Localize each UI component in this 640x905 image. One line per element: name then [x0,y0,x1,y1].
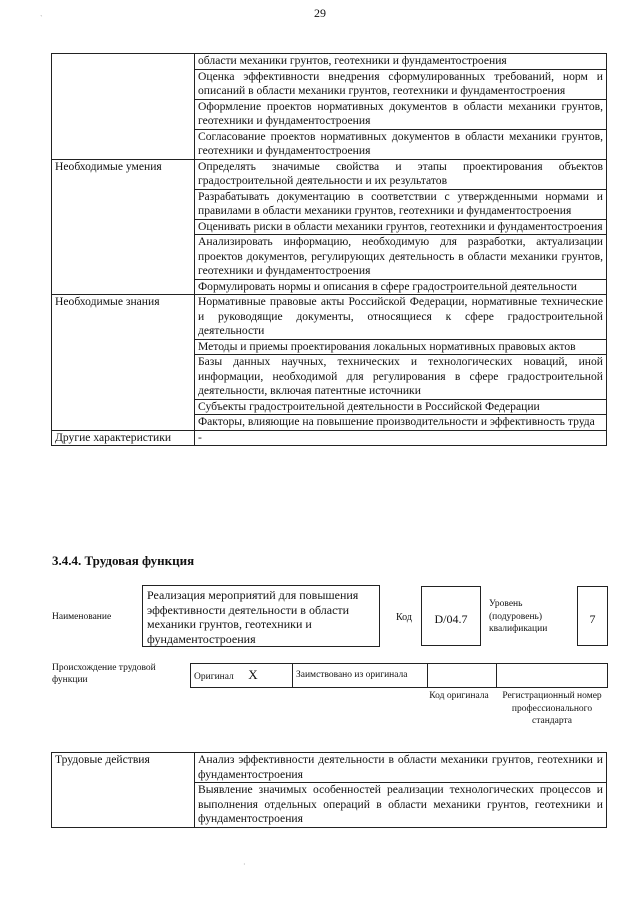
table-row [52,295,607,340]
table-row [52,430,607,446]
table-cell: Определять значимые свойства и этапы проектирования объектов градостроительной деятельности и их результатов [195,159,607,189]
table-cell: Оценка эффективности внедрения сформулированных требований, норм и описаний в области механики грунтов, геотехники и фундаментостроения [195,69,607,99]
table-cell: Выявление значимых особенностей реализации технологических процессов и выполнения отдельных операций в области механики грунтов, геотехники и фундаментостроения [195,783,607,828]
table-cell: - [195,430,607,446]
kod-orig-label: Код оригинала [429,691,489,701]
table-cell: Анализировать информацию, необходимую для разработки, актуализации проектов документов, регулирующих деятельность в области механики грунтов, геотехники и фундаментостроения [195,235,607,280]
origin-table [190,663,608,688]
table-cell: Методы и приемы проектирования локальных нормативных правовых актов [195,339,607,355]
kod-value: D/04.7 [421,586,481,646]
table-cell: Формулировать нормы и описания в сфере градостроительной деятельности [195,279,607,295]
table-cell: Нормативные правовые акты Российской Федерации, нормативные технические и руководящие документы, относящиеся к сфере градостроительной деятельности [195,295,607,340]
level-label: Уровень (подуровень) квалификации [489,599,548,634]
table-cell: Разрабатывать документацию в соответствии с утвержденными нормами и правилами в области механики грунтов, геотехники и фундаментостроения [195,189,607,219]
origin-label: Происхождение трудовой функции [52,663,156,685]
borrowed-cell: Заимствовано из оригинала [293,664,428,688]
table-cell: Оценивать риски в области механики грунтов, геотехники и фундаментостроения [195,219,607,235]
table-row [52,753,607,783]
requirements-table [51,53,607,446]
kod-orig-cell [428,664,497,688]
actions-table [51,752,607,828]
table-cell: области механики грунтов, геотехники и фундаментостроения [195,54,607,70]
naim-value: Реализация мероприятий для повышения эффективности деятельности в области механики грунтов, геотехники и фундаментостроения [142,585,380,647]
kod-label: Код [396,612,412,623]
original-label: Оригинал [194,671,234,682]
original-mark: X [248,666,258,682]
row-header: Необходимые знания [52,295,195,431]
table-row [52,159,607,189]
reg-label: Регистрационный номер профессионального стандарта [502,691,602,726]
row-header: Другие характеристики [52,430,195,446]
reg-cell [497,664,608,688]
section-title: 3.4.4. Трудовая функция [52,553,195,568]
table-cell: Факторы, влияющие на повышение производительности и эффективность труда [195,415,607,431]
original-cell [191,664,293,688]
table-row [52,54,607,70]
row-header: Трудовые действия [52,753,195,828]
table-cell: Субъекты градостроительной деятельности в Российской Федерации [195,399,607,415]
naim-label: Наименование [52,612,112,622]
row-header [52,54,195,160]
level-value: 7 [577,586,608,646]
table-cell: Анализ эффективности деятельности в области механики грунтов, геотехники и фундаментостроения [195,753,607,783]
row-header: Необходимые умения [52,159,195,295]
page-number: 29 [314,6,326,20]
table-cell: Согласование проектов нормативных документов в области механики грунтов, геотехники и фундаментостроения [195,129,607,159]
table-cell: Оформление проектов нормативных документов в области механики грунтов, геотехники и фундаментостроения [195,99,607,129]
table-cell: Базы данных научных, технических и технологических новаций, иной информации, необходимой для регулирования в сфере градостроительной деятельности, включая патентные источники [195,355,607,400]
